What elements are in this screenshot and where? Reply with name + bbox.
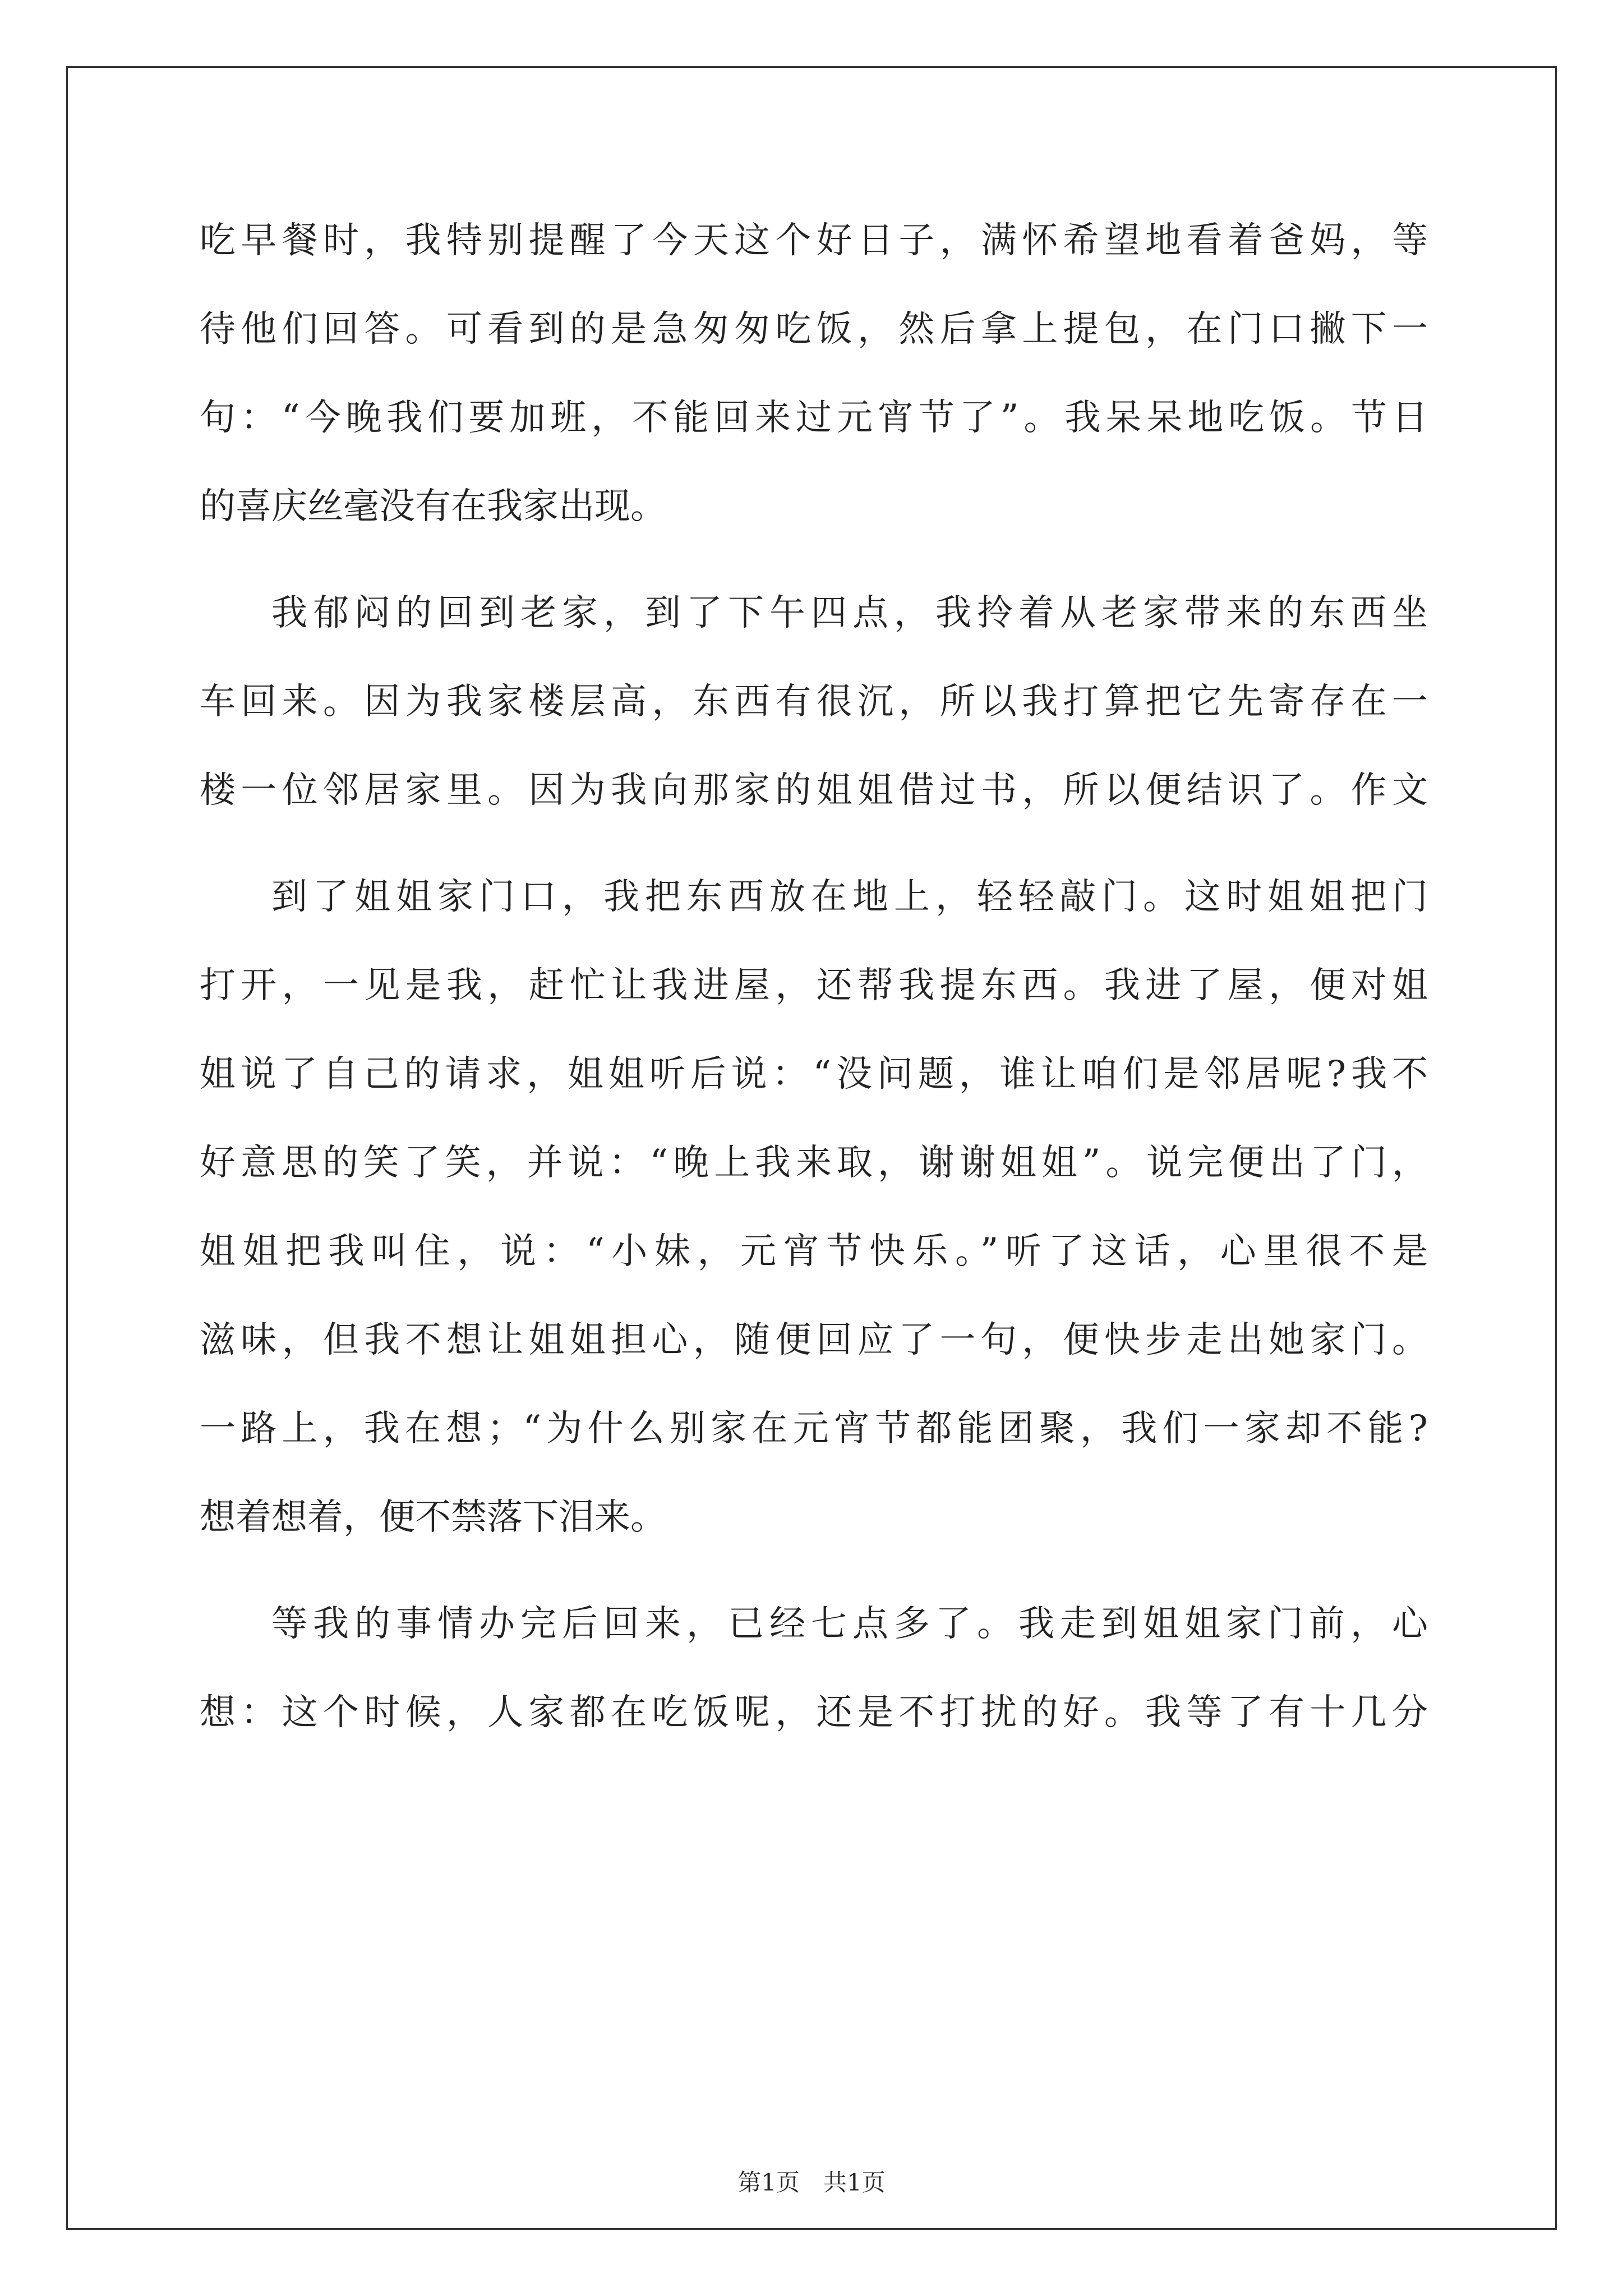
text-line: 车回来。因为我家楼层高，东西有很沉，所以我打算把它先寄存在一 — [200, 681, 1428, 723]
text-line: 想：这个时候，人家都在吃饭呢，还是不打扰的好。我等了有十几分 — [200, 1692, 1428, 1733]
text-line: 一路上，我在想；“为什么别家在元宵节都能团聚，我们一家却不能? — [200, 1408, 1428, 1450]
text-line: 的喜庆丝毫没有在我家出现。 — [200, 486, 666, 527]
page-number: 第1页 — [737, 2169, 800, 2196]
text-line: 吃早餐时，我特别提醒了今天这个好日子，满怀希望地看着爸妈，等 — [200, 220, 1428, 261]
text-line: 滋味，但我不想让姐姐担心，随便回应了一句，便快步走出她家门。 — [200, 1319, 1428, 1361]
text-line: 到了姐姐家门口，我把东西放在地上，轻轻敲门。这时姐姐把门 — [271, 876, 1428, 918]
text-line: 姐说了自己的请求，姐姐听后说：“没问题，谁让咱们是邻居呢?我不 — [200, 1053, 1428, 1095]
text-line: 打开，一见是我，赶忙让我进屋，还帮我提东西。我进了屋，便对姐 — [200, 965, 1428, 1006]
text-line: 姐姐把我叫住，说：“小妹，元宵节快乐。”听了这话，心里很不是 — [200, 1231, 1428, 1272]
paragraph — [200, 853, 1428, 1562]
text-line: 我郁闷的回到老家，到了下午四点，我拎着从老家带来的东西坐 — [271, 592, 1428, 634]
page-footer — [0, 2164, 1623, 2198]
text-line: 想着想着，便不禁落下泪来。 — [200, 1497, 666, 1538]
paragraph — [200, 1580, 1428, 1757]
text-line: 句：“今晚我们要加班，不能回来过元宵节了”。我呆呆地吃饭。节日 — [200, 397, 1428, 439]
page-total: 共1页 — [823, 2169, 886, 2196]
text-line: 好意思的笑了笑，并说：“晚上我来取，谢谢姐姐”。说完便出了门， — [200, 1142, 1428, 1184]
text-line: 楼一位邻居家里。因为我向那家的姐姐借过书，所以便结识了。作文 — [200, 770, 1428, 811]
text-line: 待他们回答。可看到的是急匆匆吃饭，然后拿上提包，在门口撇下一 — [200, 309, 1428, 350]
paragraph — [200, 569, 1428, 835]
document-body — [200, 196, 1428, 1757]
text-line: 等我的事情办完后回来，已经七点多了。我走到姐姐家门前，心 — [271, 1603, 1428, 1645]
paragraph — [200, 196, 1428, 551]
